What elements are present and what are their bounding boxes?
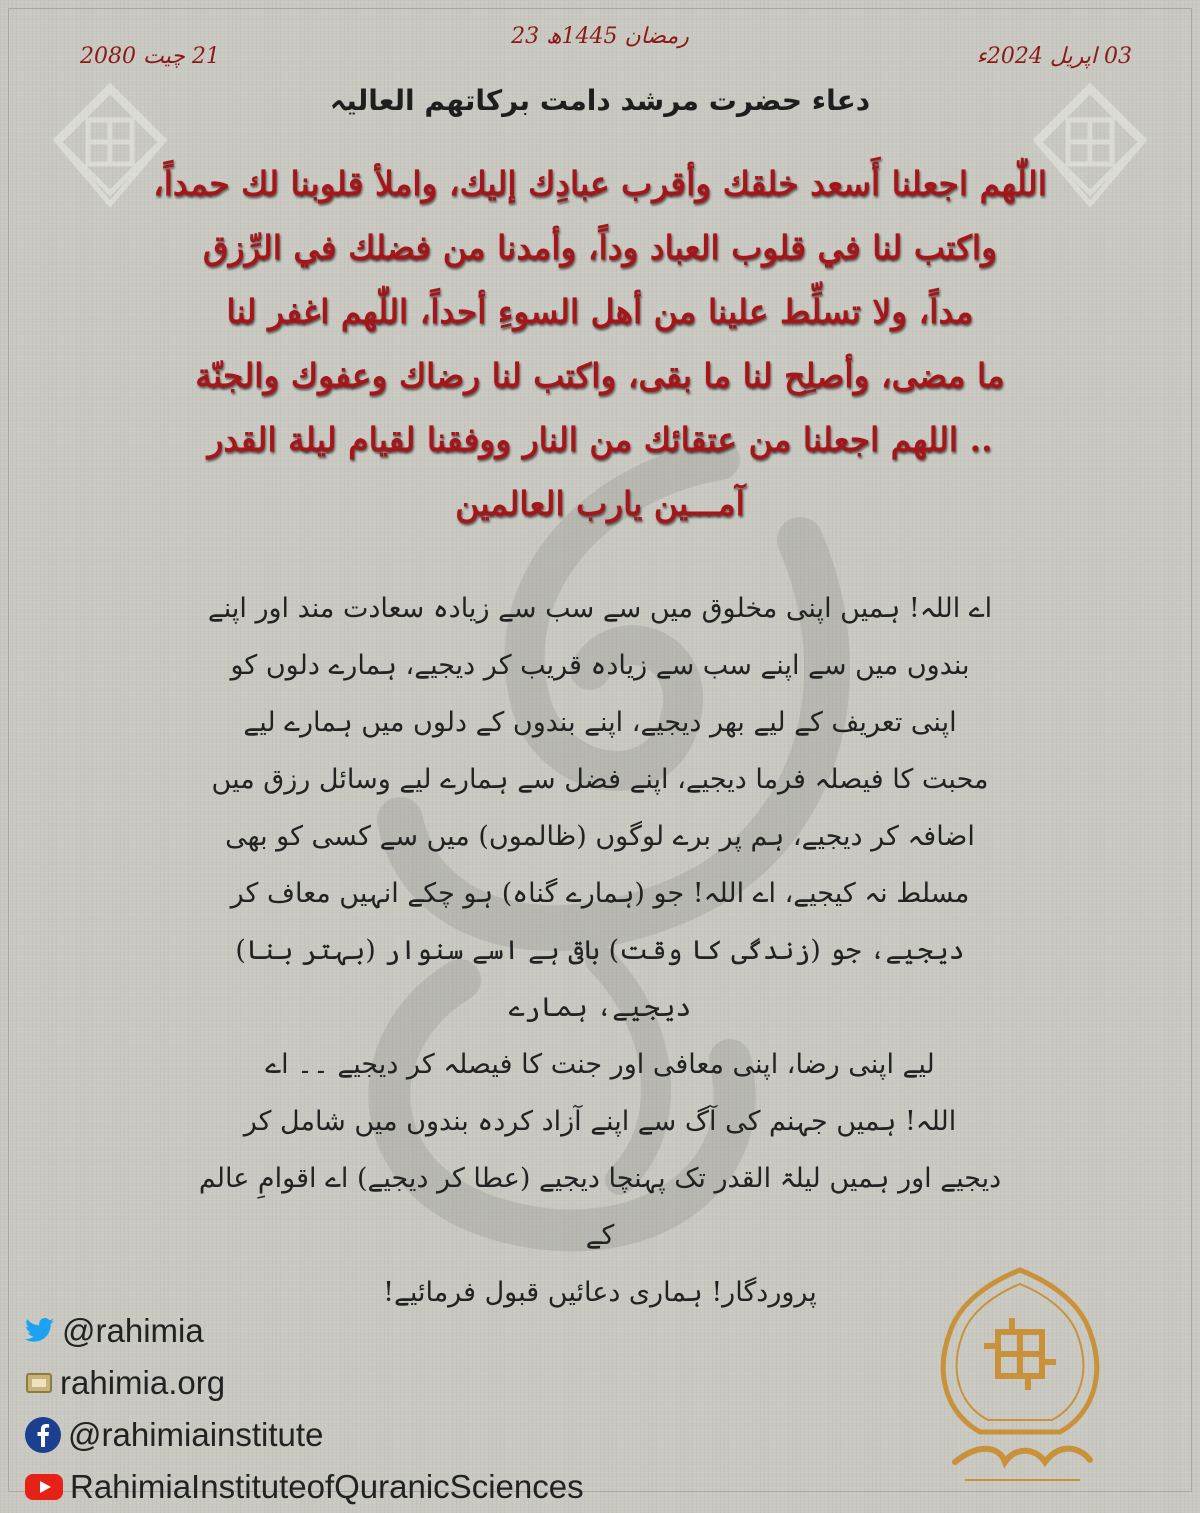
arabic-line: آمـــين يارب العالمين [455, 484, 745, 523]
gregorian-date: 03 اپریل 2024ء [976, 44, 1132, 69]
urdu-line: مسلط نہ کیجیے، اے اللہ! جو (ہمارے گناہ) ہو چکے انہیں معاف کر [230, 878, 970, 909]
urdu-line: دیجیے اور ہمیں لیلۃ القدر تک پہنچا دیجیے (عطا کر دیجیے) اے اقوامِ عالم کے [198, 1163, 1002, 1251]
facebook-link[interactable] [24, 1409, 584, 1461]
urdu-line: لیے اپنی رضا، اپنی معافی اور جنت کا فیصلہ کر دیجیے ۔۔ اے [265, 1049, 935, 1080]
youtube-icon [24, 1472, 64, 1502]
website-url: rahimia.org [60, 1364, 226, 1401]
website-link[interactable] [24, 1357, 584, 1409]
twitter-handle: @rahimia [62, 1312, 204, 1349]
rahimia-logo [910, 1262, 1130, 1492]
urdu-line: بندوں میں سے اپنے سب سے زیادہ قریب کر دیجیے، ہمارے دلوں کو [230, 650, 970, 681]
facebook-handle: @rahimiainstitute [68, 1416, 324, 1453]
urdu-line: اضافہ کر دیجیے، ہم پر برے لوگوں (ظالموں) میں سے کسی کو بھی [225, 821, 975, 852]
arabic-line: مداً، ولا تسلِّط علينا من أهل السوءِ أحداً، اللّٰھم اغفر لنا [226, 292, 974, 331]
social-links [24, 1305, 584, 1513]
dua-heading: دعاء حضرت مرشد دامت برکاتھم العالیہ [329, 84, 871, 117]
arabic-dua [150, 152, 1050, 536]
youtube-channel: RahimiaInstituteofQuranicSciences [70, 1468, 584, 1505]
youtube-link[interactable] [24, 1461, 584, 1513]
arabic-line: .. اللھم اجعلنا من عتقائك من النار ووفقنا لقيام ليلة القدر [207, 420, 993, 459]
hijri-date: 23 رمضان 1445ھ [511, 24, 689, 49]
twitter-link[interactable] [24, 1305, 584, 1357]
website-icon [24, 1370, 54, 1396]
twitter-icon [24, 1317, 56, 1345]
facebook-icon [24, 1416, 62, 1454]
urdu-line: دیجیے، جو (زندگی کا وقت) باقی ہے اسے سنوار (بہتر بنا) دیجیے، ہمارے [235, 935, 965, 1023]
arabic-line: اللّٰھم اجعلنا أَسعد خلقك وأقرب عبادِك إليك، واملأ قلوبنا لك حمداً، [153, 164, 1047, 203]
urdu-line: اللہ! ہمیں جہنم کی آگ سے اپنے آزاد کردہ بندوں میں شامل کر [243, 1106, 957, 1137]
urdu-line: پروردگار! ہماری دعائیں قبول فرمائیے! [383, 1277, 817, 1308]
urdu-translation [190, 580, 1010, 1321]
urdu-line: اپنی تعریف کے لیے بھر دیجیے، اپنے بندوں کے دلوں میں ہمارے لیے [243, 707, 957, 738]
arabic-line: واكتب لنا في قلوب العباد وداً، وأمدنا من فضلك في الرِّزق [202, 228, 998, 267]
bikrami-date: 21 چیت 2080 [80, 44, 220, 69]
urdu-line: محبت کا فیصلہ فرما دیجیے، اپنے فضل سے ہمارے لیے وسائل رزق میں [211, 764, 989, 795]
urdu-line: اے اللہ! ہمیں اپنی مخلوق میں سے سب سے زیادہ سعادت مند اور اپنے [207, 593, 993, 624]
arabic-line: ما مضى، وأصلِح لنا ما بقى، واكتب لنا رضاك وعفوك والجنّة [195, 356, 1005, 395]
